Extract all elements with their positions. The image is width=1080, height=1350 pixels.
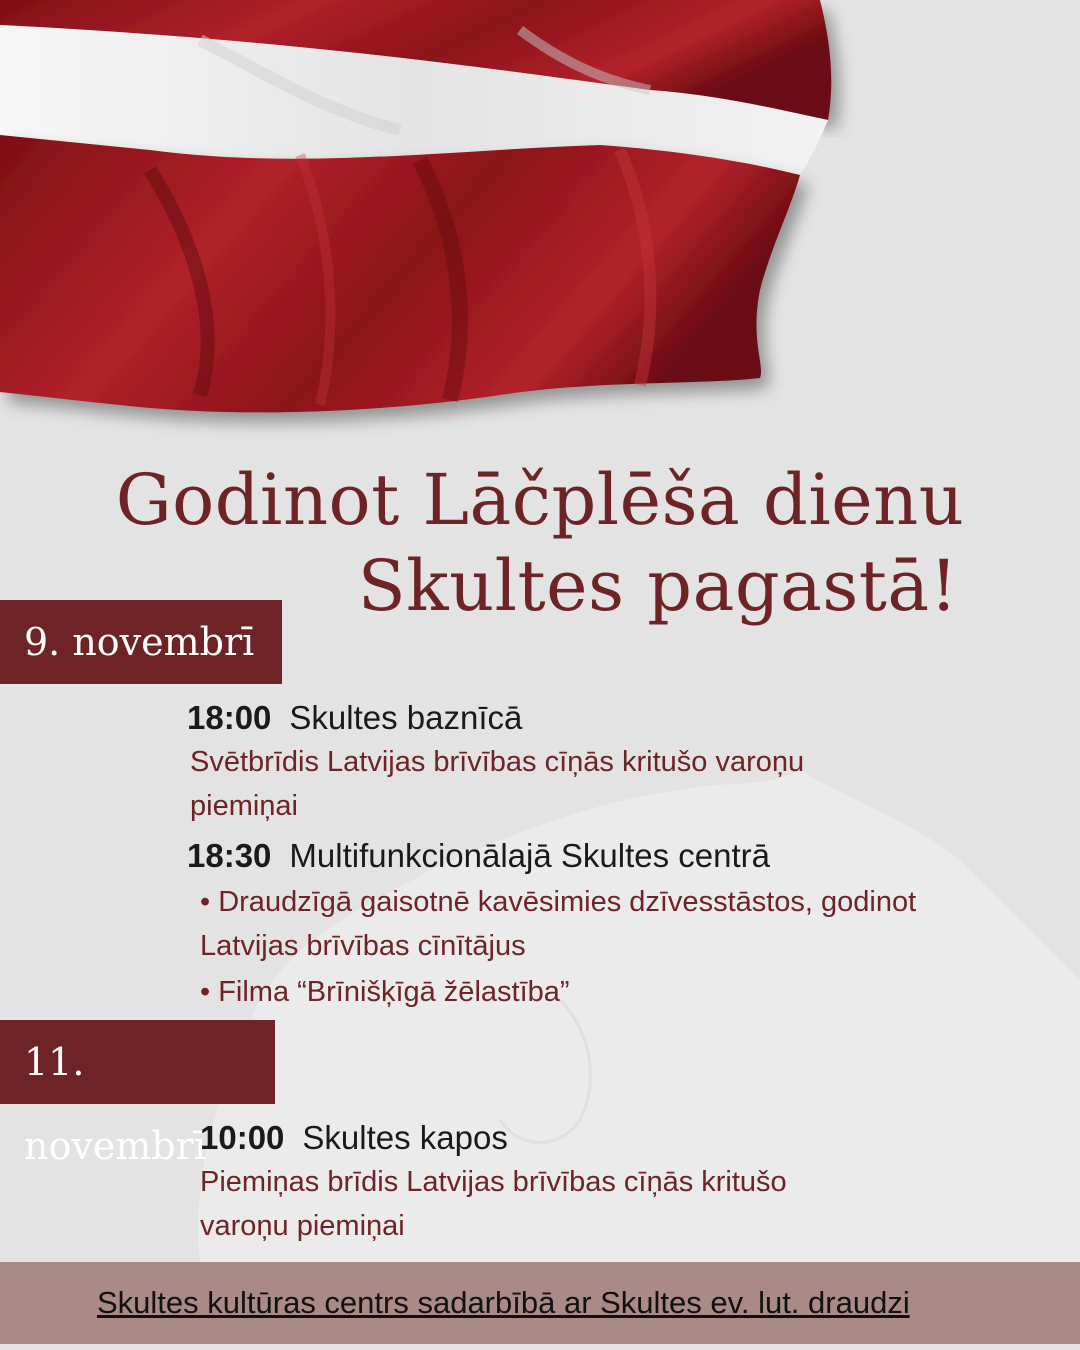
date-banner-nov-9: 9. novembrī — [0, 600, 282, 684]
event-heading — [187, 834, 770, 878]
event-heading — [187, 696, 522, 740]
event-description-line: varoņu piemiņai — [200, 1210, 405, 1242]
event-place: Skultes kapos — [302, 1119, 508, 1156]
footer-band — [0, 1262, 1080, 1344]
event-description-line: • Draudzīgā gaisotnē kavēsimies dzīvesstāstos, godinot — [200, 886, 917, 918]
organizer-link[interactable]: Skultes kultūras centrs sadarbībā ar Skultes ev. lut. draudzi — [97, 1285, 910, 1320]
event-heading — [200, 1116, 508, 1160]
latvian-flag-image — [0, 0, 1080, 440]
event-time: 10:00 — [200, 1119, 285, 1156]
event-description-line: • Filma “Brīnišķīgā žēlastība” — [200, 976, 570, 1008]
date-banner-nov-11: 11. novembrī — [0, 1020, 275, 1104]
title-line-1: Godinot Lāčplēša dienu — [115, 459, 965, 541]
event-description-line: piemiņai — [190, 790, 298, 822]
event-time: 18:00 — [187, 699, 272, 736]
event-time: 18:30 — [187, 837, 272, 874]
event-description-line: Piemiņas brīdis Latvijas brīvības cīņās kritušo — [200, 1166, 787, 1198]
title-line-2: Skultes pagastā! — [357, 545, 959, 627]
event-description-line: Svētbrīdis Latvijas brīvības cīņās kritušo varoņu — [190, 746, 805, 778]
event-description-line: Latvijas brīvības cīnītājus — [200, 930, 526, 962]
event-place: Multifunkcionālajā Skultes centrā — [289, 837, 770, 874]
event-place: Skultes baznīcā — [289, 699, 523, 736]
